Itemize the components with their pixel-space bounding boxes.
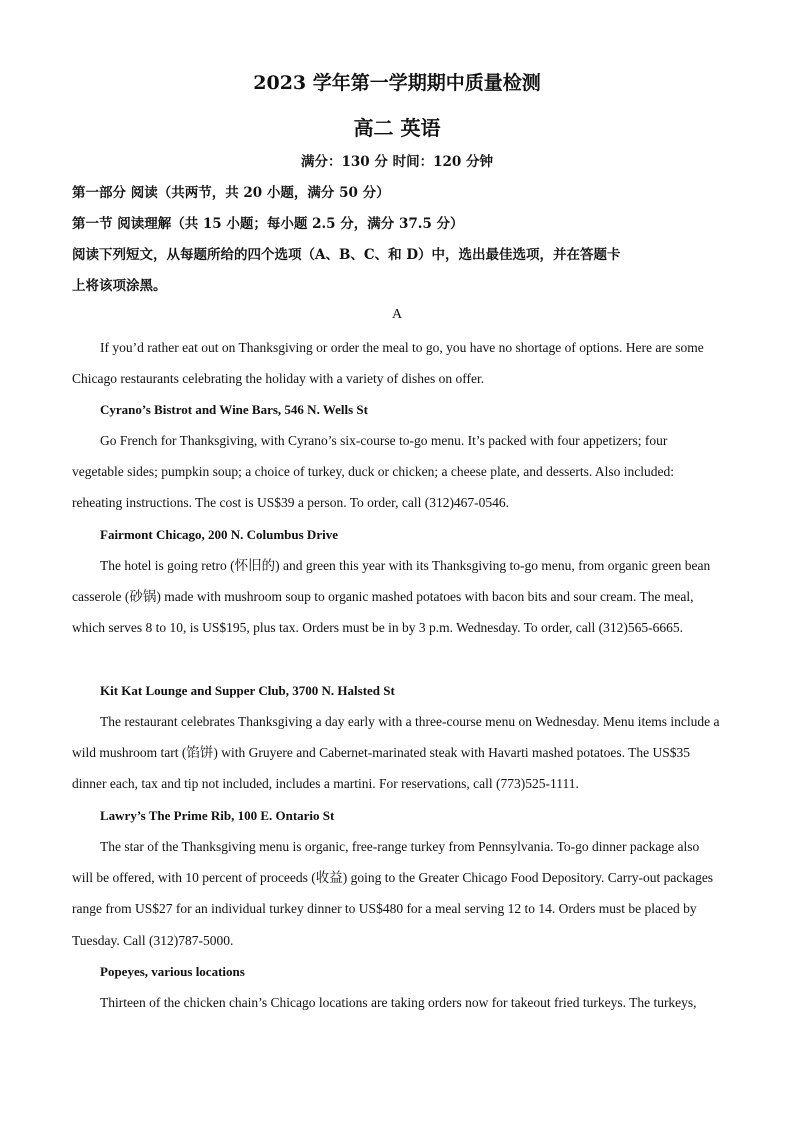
- passage-label: A: [391, 307, 403, 322]
- directions-line-2: 上将该项涂黑。: [72, 278, 167, 294]
- restaurant-name: Kit Kat Lounge and Supper Club, 3700 N. Halsted St: [100, 683, 395, 698]
- part-heading: 第一部分 阅读（共两节，共 20 小题，满分 50 分）: [72, 185, 390, 201]
- restaurant-description: The restaurant celebrates Thanksgiving a day early with a three-course menu on Wednesday. Menu items include a wild mushroom tart (馅饼) with Gruyere and Cabernet-marinated steak with Havarti mashed potatoes. The US$35 dinner each, tax and tip not included, includes a martini. For reservations, call (773)525-1111.: [72, 714, 720, 792]
- restaurant-description: The hotel is going retro (怀旧的) and green this year with its Thanksgiving to-go menu, from organic green bean casserole (砂锅) made with mushroom soup to organic mashed potatoes with bacon bits and sour cream. The meal, which serves 8 to 10, is US$195, plus tax. Orders must be in by 3 p.m. Wednesday. To order, call (312)565-6665.: [72, 558, 711, 636]
- restaurant-description: Thirteen of the chicken chain’s Chicago locations are taking orders now for takeout fried turkeys. The turkeys,: [100, 995, 697, 1010]
- exam-title: 2023 学年第一学期期中质量检测: [253, 72, 541, 94]
- restaurant-description: The star of the Thanksgiving menu is organic, free-range turkey from Pennsylvania. To-go dinner package also will be offered, with 10 percent of proceeds (收益) going to the Greater Chicago Food Depository. Carry-out packages range from US$27 for an individual turkey dinner to US$480 for a meal serving 12 to 14. Orders must be placed by Tuesday. Call (312)787-5000.: [72, 839, 714, 948]
- section-heading: 第一节 阅读理解（共 15 小题；每小题 2.5 分，满分 37.5 分）: [72, 216, 464, 232]
- restaurant-name: Lawry’s The Prime Rib, 100 E. Ontario St: [100, 808, 335, 823]
- restaurant-name: Fairmont Chicago, 200 N. Columbus Drive: [100, 527, 338, 542]
- exam-subject: 高二 英语: [353, 116, 441, 140]
- score-and-time: 满分：130 分 时间：120 分钟: [301, 154, 493, 170]
- restaurant-name: Popeyes, various locations: [100, 964, 245, 979]
- passage-intro: If you’d rather eat out on Thanksgiving or order the meal to go, you have no shortage of options. Here are some Chicago restaurants celebrating the holiday with a variety of dishes on offer.: [72, 340, 704, 387]
- restaurant-description: Go French for Thanksgiving, with Cyrano’s six-course to-go menu. It’s packed with four appetizers; four vegetable sides; pumpkin soup; a choice of turkey, duck or chicken; a cheese plate, and desserts. Also included: reheating instructions. The cost is US$39 a person. To order, call (312)467-0546.: [72, 433, 674, 511]
- directions-line-1: 阅读下列短文，从每题所给的四个选项（A、B、C、和 D）中，选出最佳选项，并在答题卡: [72, 247, 621, 263]
- restaurant-name: Cyrano’s Bistrot and Wine Bars, 546 N. Wells St: [100, 402, 368, 417]
